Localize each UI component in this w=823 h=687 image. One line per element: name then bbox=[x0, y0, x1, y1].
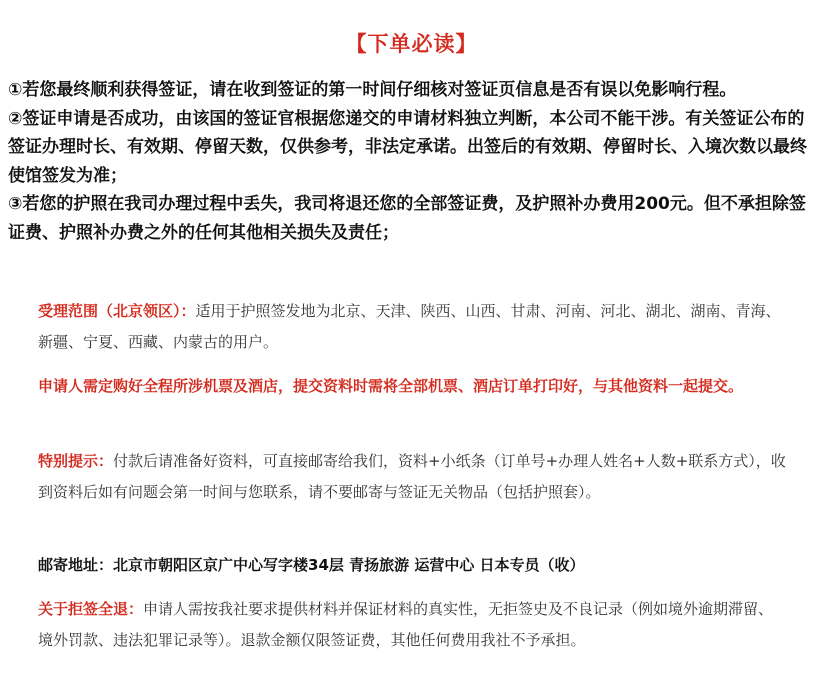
special-text: 付款后请准备好资料，可直接邮寄给我们，资料+小纸条（订单号+办理人姓名+人数+联系方式），收到资料后如有问题会第一时间与您联系，请不要邮寄与签证无关物品（包括护照套）。 bbox=[38, 452, 786, 501]
page-title: 【下单必读】 bbox=[345, 32, 478, 56]
booking-note: 申请人需定购好全程所涉机票及酒店，提交资料时需将全部机票、酒店订单打印好，与其他资料一起提交。 bbox=[38, 377, 744, 395]
scope-text: 适用于护照签发地为北京、天津、陕西、山西、甘肃、河南、河北、湖北、湖南、青海、新疆、宁夏、西藏、内蒙古的用户。 bbox=[38, 302, 781, 351]
special-section bbox=[38, 446, 788, 508]
mailing-address: 邮寄地址：北京市朝阳区京广中心写字楼34层 青扬旅游 运营中心 日本专员（收） bbox=[38, 556, 585, 574]
important-notice-list bbox=[8, 76, 818, 247]
refund-label: 关于拒签全退： bbox=[38, 600, 144, 618]
scope-section bbox=[38, 296, 788, 358]
scope-label: 受理范围（北京领区）： bbox=[38, 302, 196, 320]
notice-item: ①若您最终顺利获得签证，请在收到签证的第一时间仔细核对签证页信息是否有误以免影响行程。 bbox=[8, 80, 737, 100]
refund-text: 申请人需按我社要求提供材料并保证材料的真实性，无拒签史及不良记录（例如境外逾期滞留、境外罚款、违法犯罪记录等）。退款金额仅限签证费，其他任何费用我社不予承担。 bbox=[38, 600, 774, 649]
notice-item: ②签证申请是否成功，由该国的签证官根据您递交的申请材料独立判断，本公司不能干涉。有关签证公布的签证办理时长、有效期、停留天数，仅供参考，非法定承诺。出签后的有效期、停留时长、入境次数以最终使馆签发为准； bbox=[8, 108, 807, 186]
special-label: 特别提示： bbox=[38, 452, 114, 470]
notice-item: ③若您的护照在我司办理过程中丢失，我司将退还您的全部签证费，及护照补办费用200元。但不承担除签证费、护照补办费之外的任何其他相关损失及责任； bbox=[8, 194, 806, 243]
refund-section bbox=[38, 594, 788, 656]
